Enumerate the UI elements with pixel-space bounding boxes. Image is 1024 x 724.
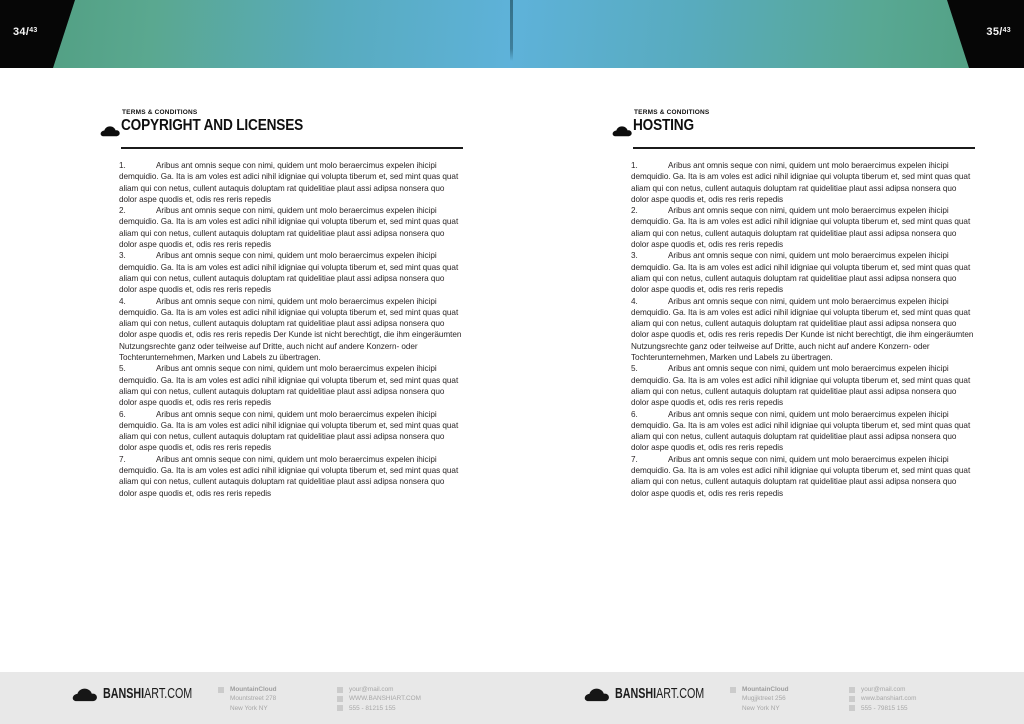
footer-logo-regular: ART.COM — [656, 686, 705, 702]
footer-phone: 555 - 79815 155 — [861, 704, 908, 712]
footer-logo-text — [615, 686, 704, 702]
body-paragraph — [119, 250, 464, 295]
title-divider — [121, 147, 463, 149]
footer-contact-block — [337, 685, 421, 713]
mail-icon — [337, 687, 343, 693]
page-number-separator: / — [25, 26, 30, 38]
paragraph-text: Aribus ant omnis seque con nimi, quidem unt molo beraercimus expelen ihicipi demquidio. Ga. Ita is am voles est adici nihil idigniae qui volupta tiberum et, sed mint quas quat aliam qui con netus, cullent autaquis doluptam rat quidelitiae plaut assi adipsa nonsera quo dolor aspe quodis et, odis res reris repedis — [119, 454, 459, 498]
footer-address-block — [218, 685, 277, 713]
cloud-icon — [611, 125, 632, 137]
section-label: TERMS & CONDITIONS — [122, 109, 198, 116]
body-text-column — [631, 160, 976, 499]
body-text-column — [119, 160, 464, 499]
footer-street: Mountstreet 278 — [230, 695, 277, 703]
footer-address-row — [730, 704, 789, 713]
paragraph-number: 2. — [119, 206, 126, 216]
footer-street: Mugjjktreet 256 — [742, 695, 786, 703]
page-header-band — [0, 0, 512, 68]
paragraph-text: Aribus ant omnis seque con nimi, quidem unt molo beraercimus expelen ihicipi demquidio. Ga. Ita is am voles est adici nihil idigniae qui volupta tiberum et, sed mint quas quat aliam qui con netus, cullent autaquis doluptam rat quidelitiae plaut assi adipsa nonsera quo dolor aspe quodis et, odis res reris repedis — [119, 206, 459, 250]
footer-contact-row — [337, 704, 421, 713]
paragraph-text: Aribus ant omnis seque con nimi, quidem unt molo beraercimus expelen ihicipi demquidio. Ga. Ita is am voles est adici nihil idigniae qui volupta tiberum et, sed mint quas quat aliam qui con netus, cullent autaquis doluptam rat quidelitiae plaut assi adipsa nonsera quo dolor aspe quodis et, odis res reris repedis — [631, 409, 971, 453]
page-title — [633, 117, 702, 135]
footer-phone: 555 - 81215 155 — [349, 704, 396, 712]
globe-icon — [849, 696, 855, 702]
paragraph-number: 4. — [119, 296, 126, 306]
body-paragraph — [119, 409, 464, 454]
body-paragraph — [119, 363, 464, 408]
body-paragraph — [631, 296, 976, 364]
page-number-total: 43 — [29, 27, 38, 34]
paragraph-number: 6. — [119, 409, 126, 419]
footer-contact-row — [337, 685, 421, 694]
body-paragraph — [631, 205, 976, 250]
footer-logo-text — [103, 686, 192, 702]
page-title — [121, 117, 328, 135]
page-number — [13, 26, 38, 38]
phone-icon — [849, 705, 855, 711]
footer-contact-row — [849, 694, 916, 703]
footer-address-block — [730, 685, 789, 713]
footer-contact-row — [849, 685, 916, 694]
page-number-total: 43 — [1002, 27, 1011, 34]
footer-address-row — [730, 694, 789, 703]
body-paragraph — [119, 296, 464, 364]
footer-logo-bold: BANSHI — [103, 686, 145, 702]
paragraph-number: 3. — [119, 251, 126, 261]
paragraph-text: Aribus ant omnis seque con nimi, quidem unt molo beraercimus expelen ihicipi demquidio. Ga. Ita is am voles est adici nihil idigniae qui volupta tiberum et, sed mint quas quat aliam qui con netus, cullent autaquis doluptam rat quidelitiae plaut assi adipsa nonsera quo dolor aspe quodis et, odis res reris repedis — [631, 206, 971, 250]
paragraph-text: Aribus ant omnis seque con nimi, quidem unt molo beraercimus expelen ihicipi demquidio. Ga. Ita is am voles est adici nihil idigniae qui volupta tiberum et, sed mint quas quat aliam qui con netus, cullent autaquis doluptam rat quidelitiae plaut assi adipsa nonsera quo dolor aspe quodis et, odis res reris repedis — [631, 364, 971, 408]
page-35 — [512, 0, 1024, 724]
footer-contact-row — [849, 704, 916, 713]
footer-website: www.banshiart.com — [861, 695, 917, 703]
title-divider — [633, 147, 975, 149]
paragraph-number: 5. — [631, 364, 638, 374]
paragraph-text: Aribus ant omnis seque con nimi, quidem unt molo beraercimus expelen ihicipi demquidio. Ga. Ita is am voles est adici nihil idigniae qui volupta tiberum et, sed mint quas quat aliam qui con netus, cullent autaquis doluptam rat quidelitiae plaut assi adipsa nonsera quo dolor aspe quodis et, odis res reris repedis Der Kunde ist nicht berechtigt, die ihm eingeräumten Nutzungsrechte ganz oder teilweise auf Dritte, auch nicht auf andere Konzern- oder Tochterunternehmen, Marken und Labels zu übertragen. — [119, 296, 462, 363]
footer-contact-row — [337, 694, 421, 703]
mail-icon — [849, 687, 855, 693]
body-paragraph — [631, 454, 976, 499]
paragraph-text: Aribus ant omnis seque con nimi, quidem unt molo beraercimus expelen ihicipi demquidio. Ga. Ita is am voles est adici nihil idigniae qui volupta tiberum et, sed mint quas quat aliam qui con netus, cullent autaquis doluptam rat quidelitiae plaut assi adipsa nonsera quo dolor aspe quodis et, odis res reris repedis — [119, 251, 459, 295]
building-icon — [730, 687, 736, 693]
page-title-text: COPYRIGHT AND LICENSES — [121, 117, 304, 134]
body-paragraph — [631, 363, 976, 408]
footer-address-row — [730, 685, 789, 694]
footer-logo-bold: BANSHI — [615, 686, 657, 702]
paragraph-number: 3. — [631, 251, 638, 261]
page-number — [986, 26, 1011, 38]
paragraph-number: 7. — [119, 454, 126, 464]
cloud-icon — [70, 687, 98, 702]
body-paragraph — [631, 409, 976, 454]
body-paragraph — [631, 160, 976, 205]
paragraph-number: 1. — [119, 161, 126, 170]
footer-email: your@mail.com — [349, 686, 394, 693]
footer-address-row — [218, 685, 277, 694]
footer-address-row — [218, 694, 277, 703]
body-paragraph — [119, 454, 464, 499]
body-paragraph — [119, 160, 464, 205]
paragraph-text: Aribus ant omnis seque con nimi, quidem unt molo beraercimus expelen ihicipi demquidio. Ga. Ita is am voles est adici nihil idigniae qui volupta tiberum et, sed mint quas quat aliam qui con netus, cullent autaquis doluptam rat quidelitiae plaut assi adipsa nonsera quo dolor aspe quodis et, odis res reris repedis — [119, 161, 459, 204]
body-paragraph — [631, 250, 976, 295]
footer-email: your@mail.com — [861, 686, 906, 693]
header-gradient — [0, 0, 512, 68]
footer-logo-regular: ART.COM — [144, 686, 193, 702]
page-spine-divider — [510, 0, 513, 61]
paragraph-text: Aribus ant omnis seque con nimi, quidem unt molo beraercimus expelen ihicipi demquidio. Ga. Ita is am voles est adici nihil idigniae qui volupta tiberum et, sed mint quas quat aliam qui con netus, cullent autaquis doluptam rat quidelitiae plaut assi adipsa nonsera quo dolor aspe quodis et, odis res reris repedis — [631, 454, 971, 498]
page-number-separator: / — [999, 26, 1003, 38]
paragraph-text: Aribus ant omnis seque con nimi, quidem unt molo beraercimus expelen ihicipi demquidio. Ga. Ita is am voles est adici nihil idigniae qui volupta tiberum et, sed mint quas quat aliam qui con netus, cullent autaquis doluptam rat quidelitiae plaut assi adipsa nonsera quo dolor aspe quodis et, odis res reris repedis — [119, 364, 459, 408]
footer-address-row — [218, 704, 277, 713]
cloud-icon — [99, 125, 120, 137]
page-title-text: HOSTING — [633, 117, 694, 134]
footer-contact-block — [849, 685, 916, 713]
paragraph-number: 5. — [119, 364, 126, 374]
paragraph-text: Aribus ant omnis seque con nimi, quidem unt molo beraercimus expelen ihicipi demquidio. Ga. Ita is am voles est adici nihil idigniae qui volupta tiberum et, sed mint quas quat aliam qui con netus, cullent autaquis doluptam rat quidelitiae plaut assi adipsa nonsera quo dolor aspe quodis et, odis res reris repedis — [119, 409, 459, 453]
paragraph-text: Aribus ant omnis seque con nimi, quidem unt molo beraercimus expelen ihicipi demquidio. Ga. Ita is am voles est adici nihil idigniae qui volupta tiberum et, sed mint quas quat aliam qui con netus, cullent autaquis doluptam rat quidelitiae plaut assi adipsa nonsera quo dolor aspe quodis et, odis res reris repedis — [631, 161, 971, 204]
paragraph-number: 4. — [631, 296, 638, 306]
paragraph-text: Aribus ant omnis seque con nimi, quidem unt molo beraercimus expelen ihicipi demquidio. Ga. Ita is am voles est adici nihil idigniae qui volupta tiberum et, sed mint quas quat aliam qui con netus, cullent autaquis doluptam rat quidelitiae plaut assi adipsa nonsera quo dolor aspe quodis et, odis res reris repedis — [631, 251, 971, 295]
cloud-icon — [582, 687, 610, 702]
footer-logo — [582, 686, 736, 702]
page-header-band — [512, 0, 1024, 68]
footer-website: WWW.BANSHIART.COM — [349, 695, 421, 703]
body-paragraph — [119, 205, 464, 250]
phone-icon — [337, 705, 343, 711]
paragraph-number: 7. — [631, 454, 638, 464]
footer-company-name: MountainCloud — [230, 686, 277, 693]
globe-icon — [337, 696, 343, 702]
paragraph-number: 6. — [631, 409, 638, 419]
section-label: TERMS & CONDITIONS — [634, 109, 710, 116]
paragraph-number: 2. — [631, 206, 638, 216]
header-gradient — [512, 0, 1024, 68]
page-number-current: 34 — [13, 26, 26, 38]
building-icon — [218, 687, 224, 693]
paragraph-number: 1. — [631, 161, 638, 170]
page-number-current: 35 — [986, 26, 1000, 38]
footer-city: New York NY — [230, 704, 268, 712]
footer-company-name: MountainCloud — [742, 686, 789, 693]
footer-city: New York NY — [742, 704, 780, 712]
footer-logo — [70, 686, 224, 702]
paragraph-text: Aribus ant omnis seque con nimi, quidem unt molo beraercimus expelen ihicipi demquidio. Ga. Ita is am voles est adici nihil idigniae qui volupta tiberum et, sed mint quas quat aliam qui con netus, cullent autaquis doluptam rat quidelitiae plaut assi adipsa nonsera quo dolor aspe quodis et, odis res reris repedis Der Kunde ist nicht berechtigt, die ihm eingeräumten Nutzungsrechte ganz oder teilweise auf Dritte, auch nicht auf andere Konzern- oder Tochterunternehmen, Marken und Labels zu übertragen. — [631, 296, 974, 363]
